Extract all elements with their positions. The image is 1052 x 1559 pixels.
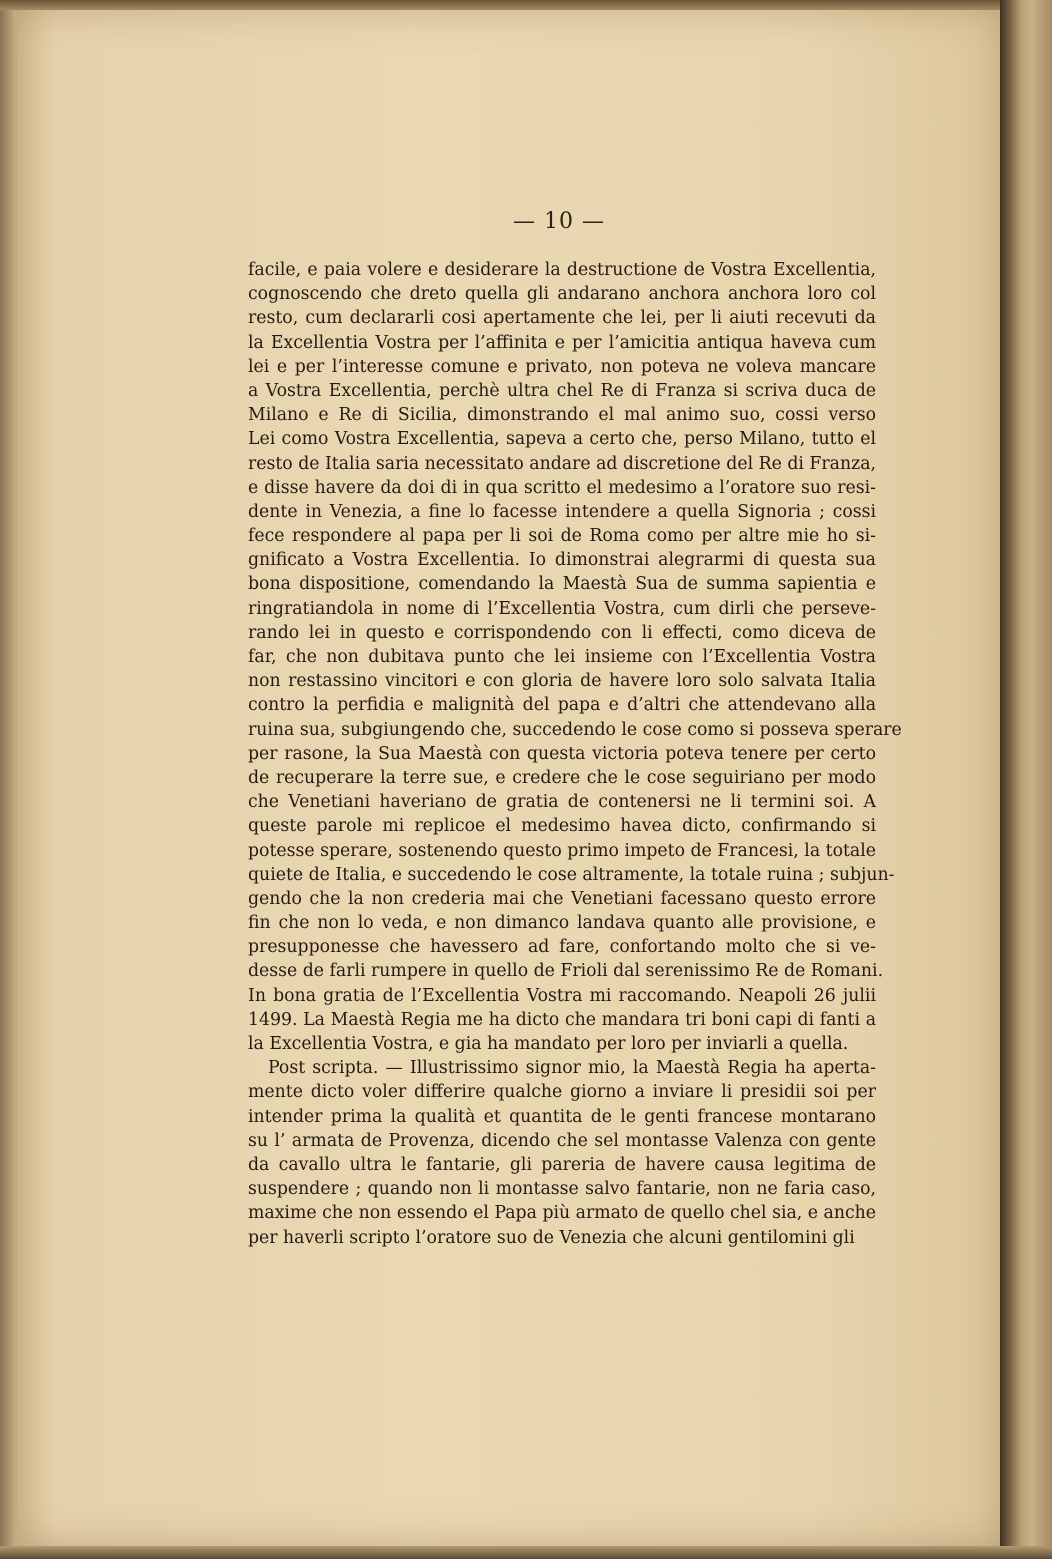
- text-line: e disse havere da doi di in qua scritto el medesimo a l’oratore suo resi-: [248, 477, 876, 498]
- text-line: dente in Venezia, a fine lo facesse intendere a quella Signoria ; cossi: [248, 501, 876, 522]
- text-line: intender prima la qualità et quantita de le genti francese montarano: [248, 1106, 876, 1127]
- text-line: far, che non dubitava punto che lei insieme con l’Excellentia Vostra: [248, 647, 876, 667]
- text-line: per rasone, la Sua Maestà con questa victoria poteva tenere per certo: [248, 743, 876, 764]
- text-line: cognoscendo che dreto quella gli andarano anchora anchora loro col: [248, 284, 876, 305]
- text-line: potesse sperare, sostenendo questo primo impeto de Francesi, la totale: [248, 840, 876, 861]
- text-line: lei e per l’interesse comune e privato, non poteva ne voleva mancare: [248, 356, 876, 377]
- text-line: presupponesse che havessero ad fare, confortando molto che si ve-: [248, 937, 876, 958]
- text-line: resto de Italia saria necessitato andare ad discretione del Re di Franza,: [248, 453, 876, 474]
- text-line: Lei como Vostra Excellentia, sapeva a certo che, perso Milano, tutto el: [248, 429, 876, 450]
- text-line: su l’ armata de Provenza, dicendo che sel montasse Valenza con gente: [248, 1130, 876, 1151]
- paragraph: [248, 258, 902, 1056]
- text-line: Milano e Re di Sicilia, dimonstrando el mal animo suo, cossi verso: [248, 405, 876, 426]
- text-line: desse de farli rumpere in quello de Frioli dal serenissimo Re de Romani.: [248, 961, 884, 982]
- text-line: ringratiandola in nome di l’Excellentia Vostra, cum dirli che perseve-: [248, 598, 876, 619]
- text-line: contro la perfidia e malignità del papa e d’altri che attendevano alla: [248, 695, 876, 716]
- text-line: fece respondere al papa per li soi de Roma como per altre mie ho si-: [248, 526, 876, 547]
- top-edge: [0, 0, 1052, 10]
- text-line: quiete de Italia, e succedendo le cose altramente, la totale ruina ; subjun-: [248, 864, 895, 885]
- text-line: la Excellentia Vostra per l’affinita e per l’amicitia antiqua haveva cum: [248, 332, 876, 353]
- text-line: suspendere ; quando non li montasse salvo fantarie, non ne faria caso,: [248, 1179, 876, 1200]
- body-text: [248, 258, 902, 1250]
- text-line: maxime che non essendo el Papa più armato de quello chel sia, e anche: [248, 1203, 876, 1224]
- bottom-edge: [0, 1546, 1052, 1559]
- text-line: per haverli scripto l’oratore suo de Venezia che alcuni gentilomini gli: [248, 1227, 855, 1248]
- text-line: de recuperare la terre sue, e credere che le cose seguiriano per modo: [248, 767, 876, 788]
- text-line: non restassino vincitori e con gloria de havere loro solo salvata Italia: [248, 671, 876, 692]
- text-line: Post scripta. — Illustrissimo signor mio, la Maestà Regia ha aperta-: [268, 1058, 876, 1079]
- paragraph: [248, 1056, 876, 1250]
- page-number: — 10 —: [513, 209, 605, 234]
- text-line: resto, cum declararli cosi apertamente che lei, per li aiuti recevuti da: [248, 308, 876, 329]
- text-line: mente dicto voler differire qualche giorno a inviare li presidii soi per: [248, 1082, 876, 1103]
- text-line: fin che non lo veda, e non dimanco landava quanto alle provisione, e: [248, 913, 876, 934]
- text-line: da cavallo ultra le fantarie, gli pareria de havere causa legitima de: [248, 1154, 876, 1175]
- text-line: bona dispositione, comendando la Maestà Sua de summa sapientia e: [248, 574, 876, 595]
- text-line: queste parole mi replicoe el medesimo havea dicto, confirmando si: [248, 816, 876, 837]
- text-line: 1499. La Maestà Regia me ha dicto che mandara tri boni capi di fanti a: [248, 1009, 876, 1030]
- text-line: la Excellentia Vostra, e gia ha mandato per loro per inviarli a quella.: [248, 1034, 849, 1054]
- text-line: gendo che la non crederia mai che Venetiani facessano questo errore: [248, 888, 876, 909]
- text-line: ruina sua, subgiungendo che, succedendo le cose como si posseva sperare: [248, 719, 902, 740]
- text-line: In bona gratia de l’Excellentia Vostra mi raccomando. Neapoli 26 julii: [248, 985, 876, 1006]
- text-line: facile, e paia volere e desiderare la destructione de Vostra Excellentia,: [248, 260, 876, 280]
- text-line: che Venetiani haveriano de gratia de contenersi ne li termini soi. A: [248, 792, 876, 813]
- text-line: rando lei in questo e corrispondendo con li effecti, como diceva de: [248, 622, 876, 643]
- text-line: gnificato a Vostra Excellentia. Io dimonstrai alegrarmi di questa sua: [248, 550, 876, 571]
- text-line: a Vostra Excellentia, perchè ultra chel Re di Franza si scriva duca de: [248, 380, 876, 401]
